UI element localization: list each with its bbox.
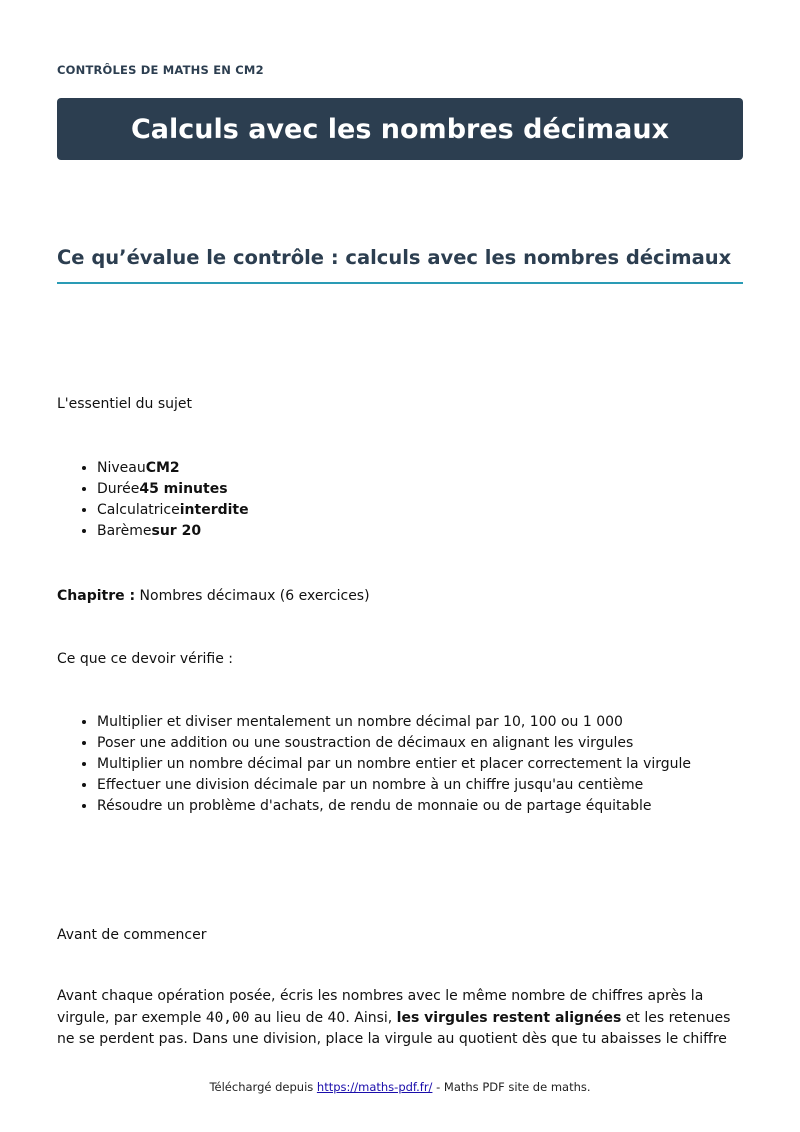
list-item [97, 500, 249, 521]
footer-suffix: - Maths PDF site de maths. [436, 1080, 591, 1094]
item-value: interdite [179, 502, 249, 518]
item-label: Calculatrice [97, 502, 180, 518]
avant-paragraph [57, 986, 743, 1051]
section-title: Ce qu’évalue le contrôle : calculs avec les nombres décimaux [57, 243, 743, 284]
list-item: • Poser une addition ou une soustraction de décimaux en alignant les virgules [97, 733, 691, 754]
avant-heading: Avant de commencer [57, 927, 207, 943]
footer-link[interactable]: https://maths-pdf.fr/ [316, 1080, 433, 1094]
item-value: CM2 [145, 460, 180, 476]
paragraph-text: et les retenues ne se perdent pas. Dans une division, place la virgule au quotient dès que tu abaisses le chiffre [57, 1009, 731, 1047]
chapitre-label: Chapitre : [57, 588, 136, 604]
paragraph-text: au lieu de 40. Ainsi, [253, 1009, 393, 1026]
chapitre-line [57, 586, 370, 607]
math-example: 40,00 [205, 1009, 250, 1026]
title-banner [57, 98, 743, 160]
list-item: • Résoudre un problème d'achats, de rendu de monnaie ou de partage équitable [97, 796, 691, 817]
list-item [97, 521, 249, 542]
list-item [97, 479, 249, 500]
page-title: Calculs avec les nombres décimaux [130, 113, 670, 145]
item-label: Barème [97, 523, 152, 539]
item-label: Niveau [97, 460, 146, 476]
list-item: • Multiplier un nombre décimal par un nombre entier et placer correctement la virgule [97, 754, 691, 775]
footer-prefix: Téléchargé depuis [209, 1080, 314, 1094]
item-label: Durée [97, 481, 140, 497]
essentiel-heading: L'essentiel du sujet [57, 396, 193, 412]
verifie-list [57, 712, 691, 817]
list-item: • Multiplier et diviser mentalement un nombre décimal par 10, 100 ou 1 000 [97, 712, 691, 733]
footer [0, 1080, 800, 1094]
list-item: • Effectuer une division décimale par un nombre à un chiffre jusqu'au centième [97, 775, 691, 796]
chapitre-value: Nombres décimaux (6 exercices) [139, 588, 370, 604]
item-value: sur 20 [151, 523, 202, 539]
paragraph-emphasis: les virgules restent alignées [396, 1009, 622, 1026]
paragraph-text: Avant chaque opération posée, écris les nombres avec le même nombre de chiffres après la virgule, par exemple [57, 988, 704, 1026]
verifie-heading: Ce que ce devoir vérifie : [57, 651, 234, 667]
essentiel-list [57, 458, 249, 542]
item-value: 45 minutes [139, 481, 228, 497]
document-kicker: CONTRÔLES DE MATHS EN CM2 [57, 63, 264, 77]
list-item [97, 458, 249, 479]
